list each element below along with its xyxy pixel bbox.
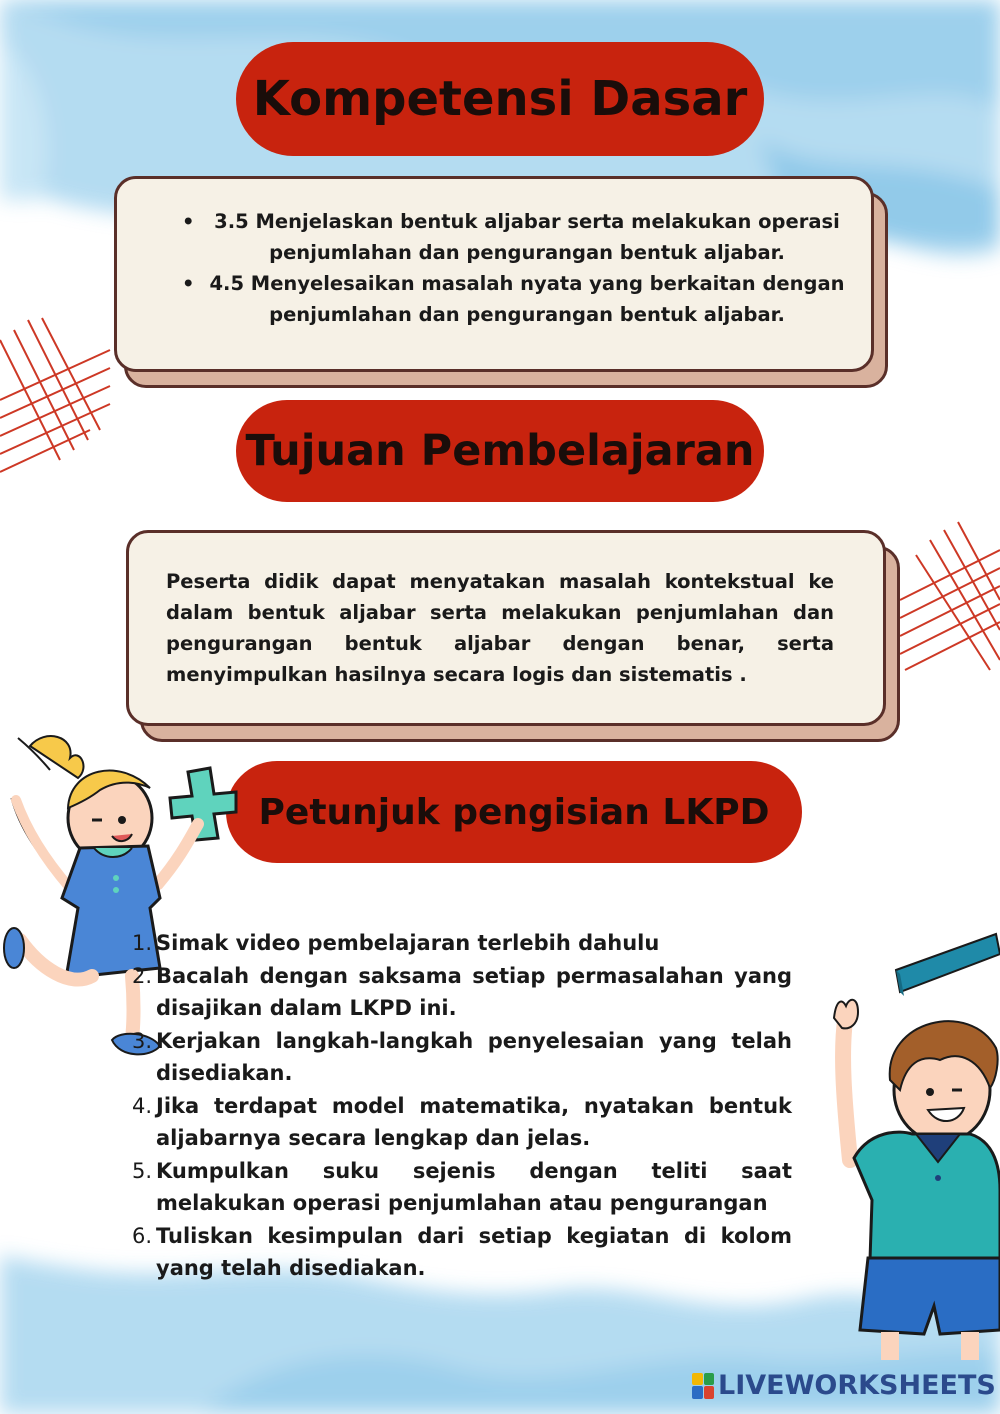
petunjuk-text: Jika terdapat model matematika, nyatakan bentuk aljabarnya secara lengkap dan jelas.: [156, 1093, 792, 1150]
tujuan-text: Peserta didik dapat menyatakan masalah kontekstual ke dalam bentuk aljabar serta melakukan penjumlahan dan pengurangan bentuk aljabar dengan benar, serta: [166, 570, 834, 655]
liveworksheets-watermark: [692, 1370, 996, 1401]
petunjuk-heading: [226, 761, 802, 863]
hatch-right: [900, 522, 1000, 670]
petunjuk-item: [132, 1090, 792, 1155]
plus-sign-icon: [170, 768, 236, 840]
petunjuk-text: Bacalah dengan saksama setiap permasalahan yang disajikan dalam LKPD ini.: [156, 963, 792, 1020]
petunjuk-item: [132, 927, 792, 960]
petunjuk-text: Kumpulkan suku sejenis dengan teliti saat melakukan operasi penjumlahan atau pengurangan: [156, 1158, 792, 1215]
petunjuk-item: [132, 1025, 792, 1090]
watermark-text: LIVEWORKSHEETS: [718, 1370, 996, 1401]
tujuan-pembelajaran-title: Tujuan Pembelajaran: [245, 426, 755, 476]
petunjuk-text: Tuliskan kesimpulan dari setiap kegiatan di kolom yang telah disediakan.: [156, 1223, 792, 1280]
tujuan-text-last-line: menyimpulkan hasilnya secara logis dan sistematis .: [166, 663, 747, 686]
minus-sign-icon: [896, 934, 1000, 996]
petunjuk-item: [132, 1155, 792, 1220]
kompetensi-dasar-heading: [236, 42, 764, 156]
tujuan-paragraph: [166, 566, 834, 690]
petunjuk-number: 3.: [132, 1028, 153, 1053]
kompetensi-item: • 4.5 Menyelesaikan masalah nyata yang berkaitan dengan penjumlahan dan pengurangan bentuk aljabar.: [180, 268, 850, 330]
petunjuk-number: 6.: [132, 1223, 153, 1248]
hatch-left: [0, 318, 110, 472]
boy-illustration: [820, 930, 1000, 1360]
tujuan-pembelajaran-heading: [236, 400, 764, 502]
petunjuk-text: Kerjakan langkah-langkah penyelesaian yang telah disediakan.: [156, 1028, 792, 1085]
petunjuk-item: [132, 960, 792, 1025]
petunjuk-item: [132, 1220, 792, 1285]
petunjuk-number: 4.: [132, 1093, 153, 1118]
liveworksheets-logo-icon: [692, 1373, 714, 1399]
kompetensi-dasar-title: Kompetensi Dasar: [252, 71, 748, 127]
petunjuk-list: [132, 927, 792, 1285]
petunjuk-title: Petunjuk pengisian LKPD: [258, 791, 770, 833]
petunjuk-text: Simak video pembelajaran terlebih dahulu: [156, 931, 660, 955]
kompetensi-list: [180, 206, 850, 330]
petunjuk-number: 1.: [132, 931, 153, 955]
kompetensi-item: • 3.5 Menjelaskan bentuk aljabar serta melakukan operasi penjumlahan dan pengurangan bentuk aljabar.: [180, 206, 850, 268]
petunjuk-number: 2.: [132, 963, 153, 988]
petunjuk-number: 5.: [132, 1158, 153, 1183]
